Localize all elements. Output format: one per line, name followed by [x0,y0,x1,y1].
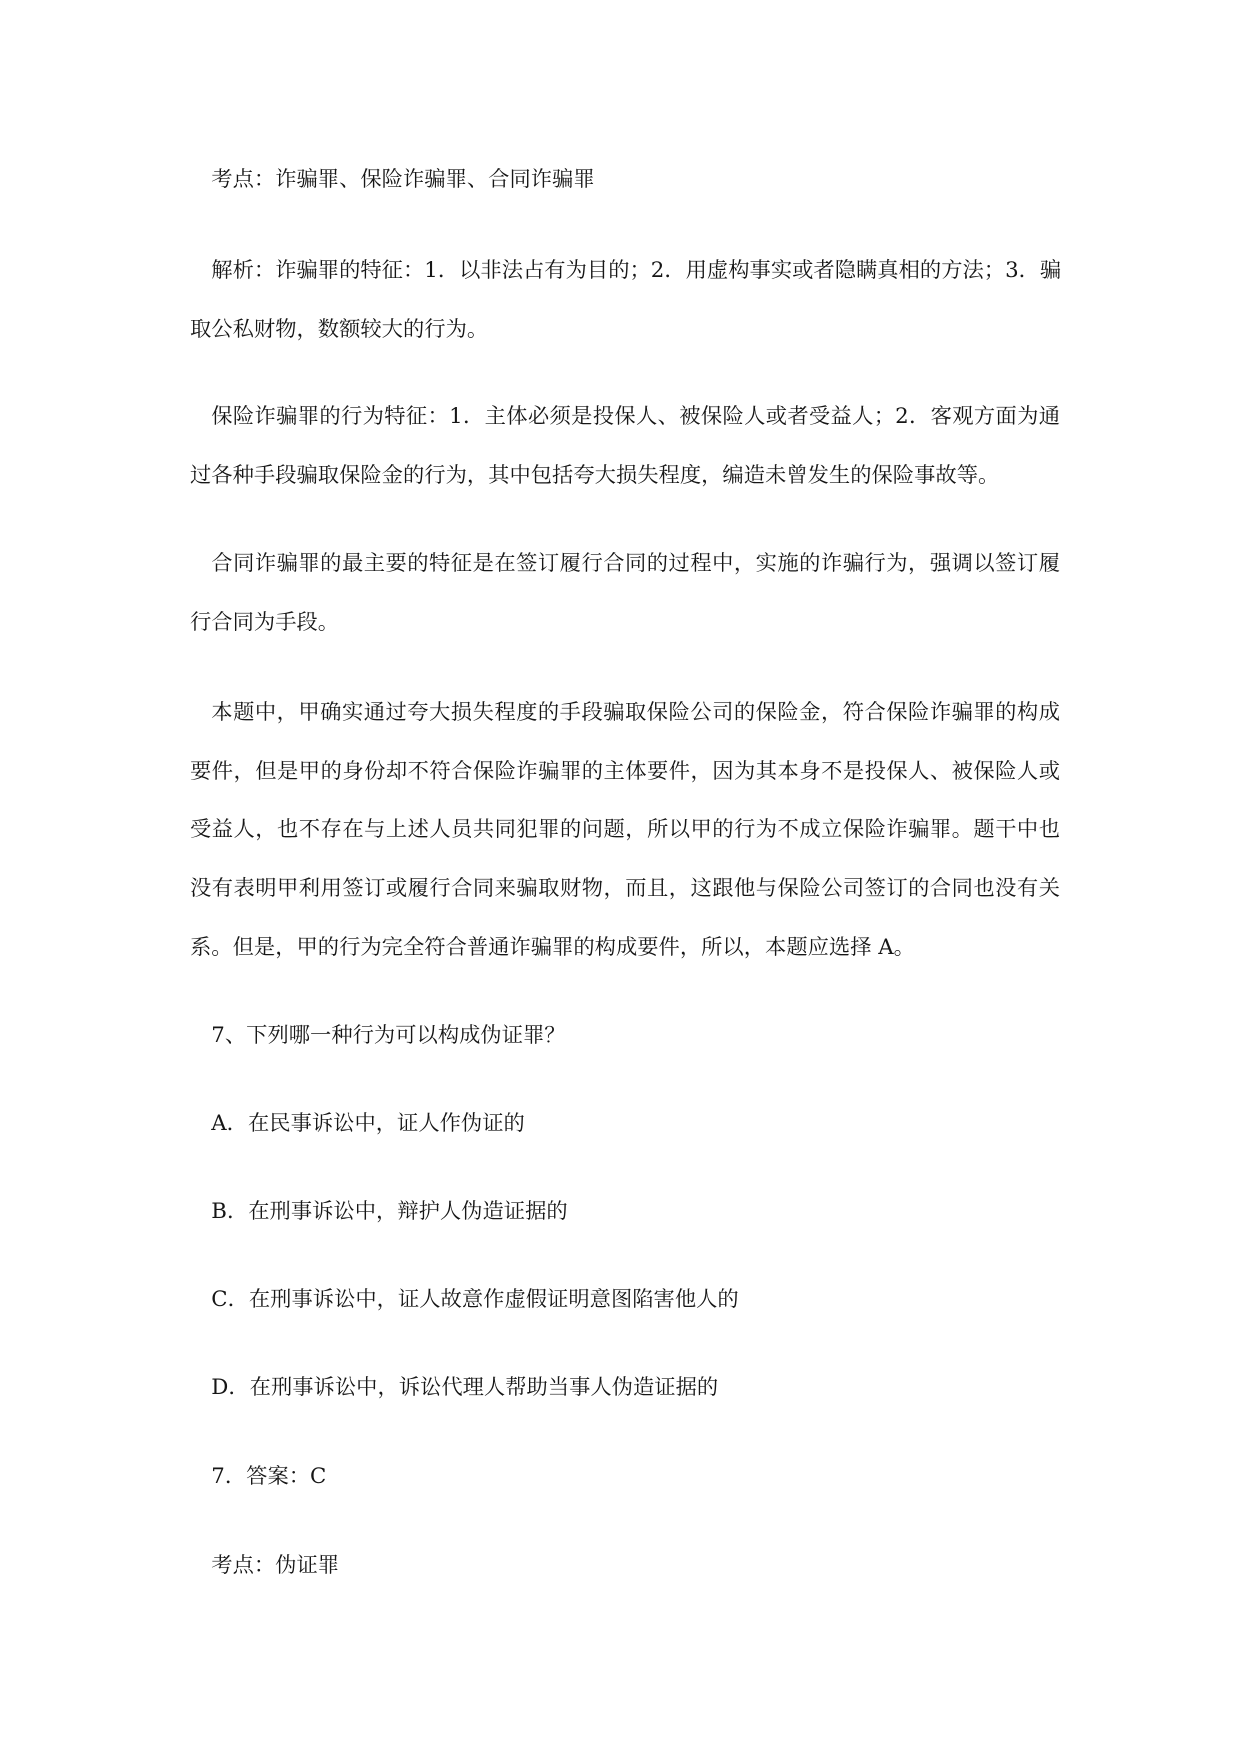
answer-text: 7．答案：C [211,1464,327,1489]
text-line: 本题中，甲确实通过夸大损失程度的手段骗取保险公司的保险金，符合保险诈骗罪的构成 [211,700,1060,725]
text-line: 受益人，也不存在与上述人员共同犯罪的问题，所以甲的行为不成立保险诈骗罪。题干中也 [190,817,1060,843]
option-text: B．在刑事诉讼中，辩护人伪造证据的 [211,1199,568,1224]
key-point-7 [190,1537,1060,1596]
option-a [190,1095,1060,1154]
text-line: 没有表明甲利用签订或履行合同来骗取财物，而且，这跟他与保险公司签订的合同也没有关 [190,876,1060,902]
question-7 [190,1007,1060,1066]
text-line: 系。但是，甲的行为完全符合普通诈骗罪的构成要件，所以，本题应选择 A。 [190,934,915,960]
text-line: 保险诈骗罪的行为特征：1．主体必须是投保人、被保险人或者受益人；2．客观方面为通 [211,404,1060,429]
contract-fraud-paragraph [190,535,1060,652]
option-text: A．在民事诉讼中，证人作伪证的 [211,1111,525,1136]
text-line: 要件，但是甲的身份却不符合保险诈骗罪的主体要件，因为其本身不是投保人、被保险人或 [190,758,1060,784]
key-point-heading [190,151,1060,210]
option-text: C．在刑事诉讼中，证人故意作虚假证明意图陷害他人的 [211,1287,739,1312]
text-line: 解析：诈骗罪的特征：1．以非法占有为目的；2．用虚构事实或者隐瞒真相的方法；3．骗 [211,258,1062,283]
text-line: 行合同为手段。 [190,609,340,635]
answer-7 [190,1448,1060,1507]
option-b [190,1183,1060,1242]
option-c [190,1271,1060,1330]
option-d [190,1359,1060,1418]
analysis-paragraph [190,242,1060,359]
text-line: 考点：伪证罪 [211,1553,340,1578]
insurance-fraud-paragraph [190,388,1060,505]
text-line: 合同诈骗罪的最主要的特征是在签订履行合同的过程中，实施的诈骗行为，强调以签订履 [211,551,1060,576]
text-line: 取公私财物，数额较大的行为。 [190,316,489,342]
text-line: 考点：诈骗罪、保险诈骗罪、合同诈骗罪 [211,167,595,192]
option-text: D．在刑事诉讼中，诉讼代理人帮助当事人伪造证据的 [211,1375,719,1400]
question-text: 7、下列哪一种行为可以构成伪证罪？ [211,1023,566,1048]
text-line: 过各种手段骗取保险金的行为，其中包括夸大损失程度，编造未曾发生的保险事故等。 [190,462,1000,488]
case-analysis-paragraph [190,684,1060,977]
